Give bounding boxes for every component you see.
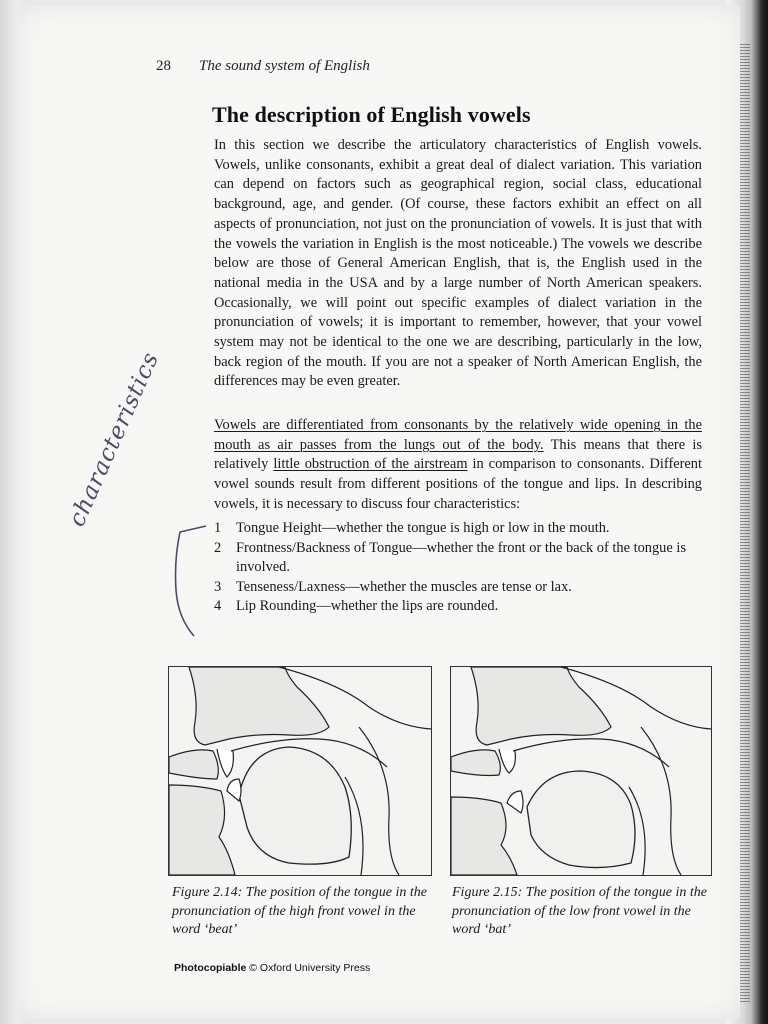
list-item-text: Lip Rounding—whether the lips are rounded. — [236, 598, 499, 614]
list-item-text: Frontness/Backness of Tongue—whether the front or the back of the tongue is involved. — [236, 539, 686, 575]
intro-paragraph: In this section we describe the articulatory characteristics of English vowels. Vowels, unlike consonants, exhibit a great deal of dialect variation. This variation can depend on factors such as geographical region, social class, educational background, age, and gender. (Of course, these factors exhibit an effect on all aspects of pronunciation, not just on the pronunciation of vowels. It is just that with the vowels the variation in English is the most noticeable.) The vowels we describe below are those of General American English, that is, the English used in the national media in the USA and by a large number of North American speakers. Occasionally, we will point out specific examples of dialect variation in the pronunciation of vowels; it is important to remember, however, that your vowel system may not be identical to the one we are describing, particularly in the low, back region of the mouth. If you are not a speaker of North American English, the differences may be even greater. — [214, 137, 702, 390]
copyright-footer — [174, 962, 370, 974]
list-item-text: Tenseness/Laxness—whether the muscles are tense or lax. — [236, 578, 572, 595]
list-item-number: 4 — [214, 598, 222, 614]
figure-tongue-high-front — [168, 666, 432, 876]
characteristics-list — [214, 519, 704, 617]
vocal-tract-diagram — [451, 667, 711, 875]
list-item — [214, 519, 704, 539]
running-head — [156, 58, 370, 75]
underlined-phrase: little obstruction of the airstream — [273, 456, 468, 473]
section-title: The description of English vowels — [212, 102, 531, 127]
handwritten-bracket — [166, 520, 216, 640]
list-item — [214, 578, 704, 598]
page-number: 28 — [156, 58, 171, 74]
paragraph-text: in comparison to consonants. Different vowel sounds result from different positions of the tongue and lips. In describing vowels, it is necessary to discuss four characteristics: — [214, 456, 702, 512]
page-edge-left — [0, 0, 20, 1024]
figure-caption: Figure 2.14: The position of the tongue in the pronunciation of the high front vowel in the word ‘beat’ — [172, 885, 427, 937]
book-title: The sound system of English — [199, 58, 370, 74]
list-item — [214, 539, 704, 578]
vocal-tract-diagram — [169, 667, 431, 875]
vowel-definition-paragraph — [214, 416, 702, 515]
list-item — [214, 597, 704, 617]
list-item-text: Tongue Height—whether the tongue is high or low in the mouth. — [236, 520, 610, 536]
paragraph-text: This means that there is relatively — [214, 436, 702, 473]
photocopiable-label: Photocopiable — [174, 962, 247, 974]
list-item-number: 2 — [214, 539, 222, 556]
list-item-number: 3 — [214, 578, 222, 595]
copyright-text: © Oxford University Press — [249, 962, 371, 974]
list-item-number: 1 — [214, 520, 222, 536]
handwritten-margin-note: characteristics — [64, 347, 165, 531]
figure-caption: Figure 2.15: The position of the tongue in the pronunciation of the low front vowel in the word ‘bat’ — [452, 885, 707, 937]
underlined-definition: Vowels are differentiated from consonants by the relatively wide opening in the mouth as air passes from the lungs out of the body. — [214, 417, 702, 453]
figure-tongue-low-front — [450, 666, 712, 876]
